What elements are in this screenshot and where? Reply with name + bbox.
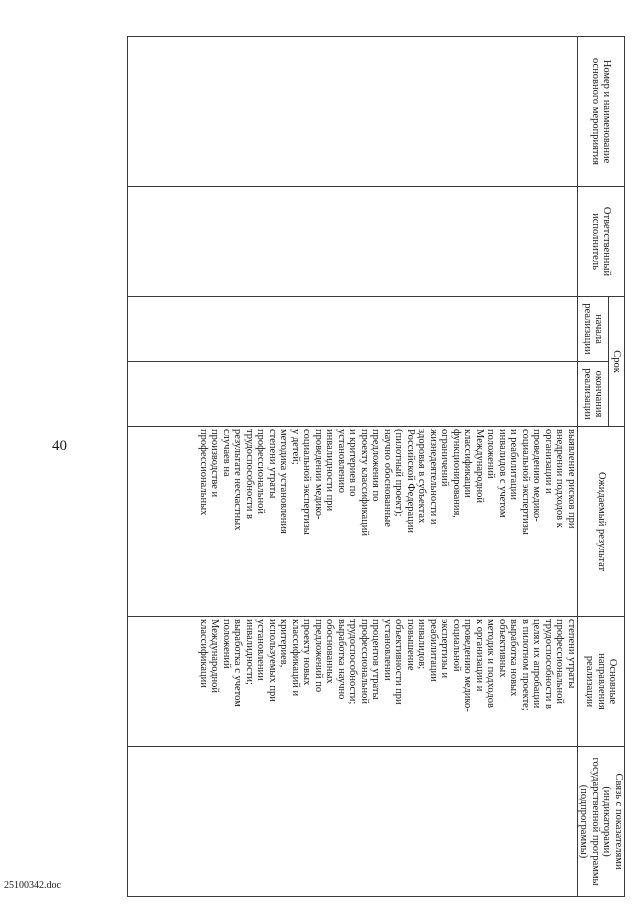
header-result: Ожидаемый результат (578, 427, 625, 617)
cell-directions: степени утраты профессиональной трудоспособности в целях их апробации в пилотном проекте; выработка новых объективных методик и подходов к организации и проведению медико- социальной экспертизы и реабилитации инвалидов; повышение объективности при установлении процентов утраты профессиональной трудоспособности; выработка научно обоснованных предложений по проекту новых классификаций и критериев, используемых при установлении инвалидности; выработка с учетом положений Международной классификации (128, 617, 578, 747)
header-directions: Основные направления реализации (578, 617, 625, 747)
cell-result: выявление рисков при внедрении подходов к организации и проведению медико- социальной экспертизы и реабилитации инвалидов с учетом положений Международной классификации функционирования, ограничений жизнедеятельности и здоровья в субъектах Российской Федерации (пилотный проект); научно обоснованные предложения по проекту классификаций и критериев по установлению инвалидности при проведении медико- социальной экспертизы у детей; методика установления степени утраты профессиональной трудоспособности в результате несчастных случаев на производстве и профессиональных (128, 427, 578, 617)
header-term-end: окончания реализации (578, 362, 609, 427)
cell-term-end (128, 362, 578, 427)
document-id: 25100342.doc (4, 880, 61, 891)
activities-table (127, 36, 625, 897)
cell-activity (128, 37, 578, 187)
header-term-start: начала реализации (578, 297, 609, 362)
page-number: 40 (52, 438, 67, 454)
cell-executor (128, 187, 578, 297)
cell-term-start (128, 297, 578, 362)
header-executor: Ответственный исполнитель (578, 187, 625, 297)
header-link: Связь с показателями (индикаторами) государственной программы (подпрограммы) (578, 747, 625, 897)
table-row (128, 37, 578, 897)
header-term: Срок (608, 297, 624, 427)
cell-link (128, 747, 578, 897)
header-activity: Номер и наименование основного мероприятия (578, 37, 625, 187)
